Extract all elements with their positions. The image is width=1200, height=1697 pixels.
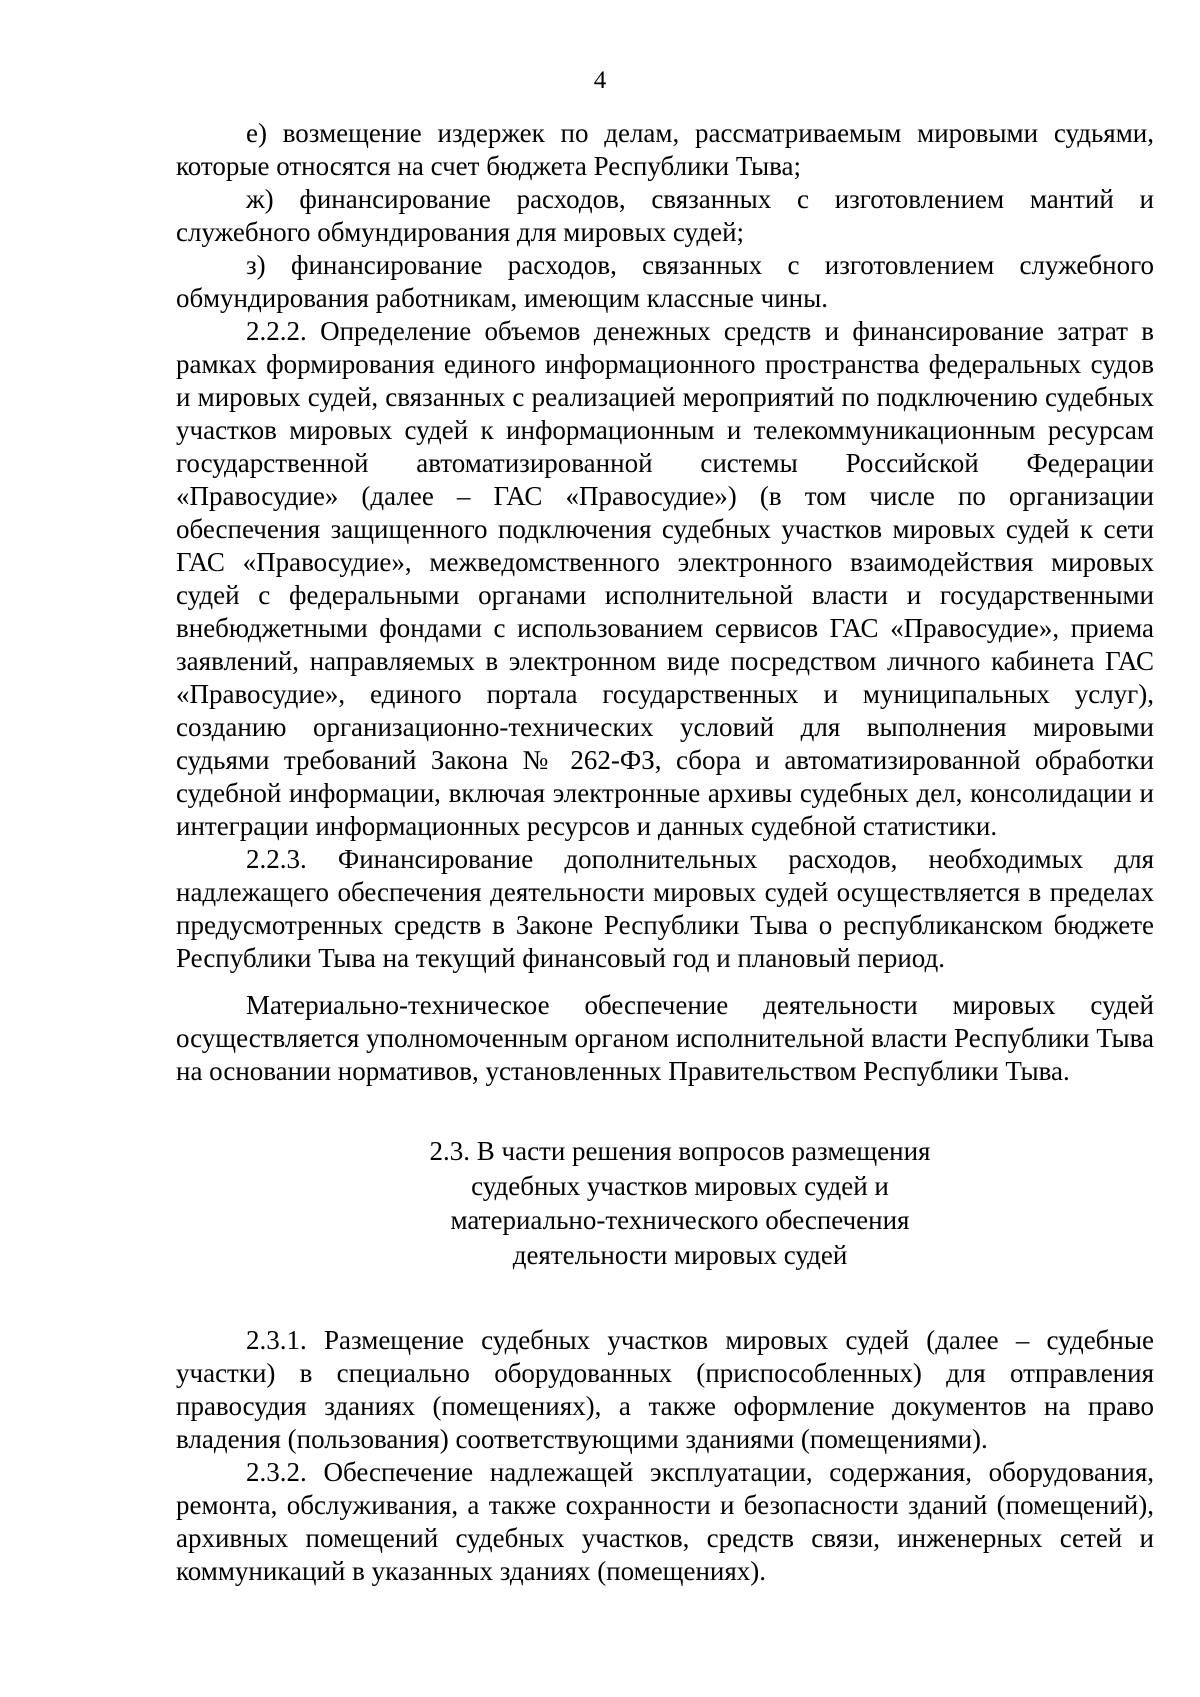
paragraph-z-uniforms: з) финансирование расходов, связанных с изготовлением служебного обмундирования работникам, имеющим классные чины. xyxy=(176,250,1154,313)
paragraph-material-support: Материально-техническое обеспечение деятельности мировых судей осуществляется уполномоченным органом исполнительной власти Республики Тыва на основании нормативов, установленных Правительством Республики Тыва. xyxy=(176,990,1154,1086)
section-heading-line: судебных участков мировых судей и xyxy=(471,1170,889,1201)
paragraph-2-2-3: 2.2.3. Финансирование дополнительных расходов, необходимых для надлежащего обеспечения деятельности мировых судей осуществляется в пределах предусмотренных средств в Законе Республики Тыва о республиканском бюджете Республики Тыва на текущий финансовый год и плановый период. xyxy=(176,844,1154,973)
section-heading-line: деятельности мировых судей xyxy=(512,1239,848,1270)
section-heading-line: материально-технического обеспечения xyxy=(450,1205,910,1235)
page-number: 4 xyxy=(593,67,607,94)
paragraph-2-3-1: 2.3.1. Размещение судебных участков мировых судей (далее – судебные участки) в специально оборудованных (приспособленных) для отправления правосудия зданиях (помещениях), а также оформление документов на право владения (пользования) соответствующими зданиями (помещениями). xyxy=(176,1325,1154,1454)
paragraph-e-costs: е) возмещение издержек по делам, рассматриваемым мировыми судьями, которые относятся на счет бюджета Республики Тыва; xyxy=(176,118,1154,181)
paragraph-zh-mantles: ж) финансирование расходов, связанных с изготовлением мантий и служебного обмундирования для мировых судей; xyxy=(176,184,1154,247)
section-heading-line: 2.3. В части решения вопросов размещения xyxy=(429,1136,931,1166)
section-heading-2-3 xyxy=(176,1134,1154,1272)
paragraph-2-3-2: 2.3.2. Обеспечение надлежащей эксплуатации, содержания, оборудования, ремонта, обслуживания, а также сохранности и безопасности зданий (помещений), архивных помещений судебных участков, средств связи, инженерных сетей и коммуникаций в указанных зданиях (помещениях). xyxy=(176,1457,1154,1586)
paragraph-2-2-2: 2.2.2. Определение объемов денежных средств и финансирование затрат в рамках формирования единого информационного пространства федеральных судов и мировых судей, связанных с реализацией мероприятий по подключению судебных участков мировых судей к информационным и телекоммуникационным ресурсам государственной автоматизированной системы Российской Федерации «Правосудие» (далее – ГАС «Правосудие») (в том числе по организации обеспечения защищенного подключения судебных участков мировых судей к сети ГАС «Правосудие», межведомственного электронного взаимодействия мировых судей с федеральными органами исполнительной власти и государственными внебюджетными фондами с использованием сервисов ГАС «Правосудие», приема заявлений, направляемых в электронном виде посредством личного кабинета ГАС «Правосудие», единого портала государственных и муниципальных услуг), созданию организационно-технических условий для выполнения мировыми судьями требований Закона № 262-ФЗ, сбора и автоматизированной обработки судебной информации, включая электронные архивы судебных дел, консолидации и интеграции информационных ресурсов и данных судебной статистики. xyxy=(176,316,1154,841)
document-body xyxy=(176,117,1154,1588)
